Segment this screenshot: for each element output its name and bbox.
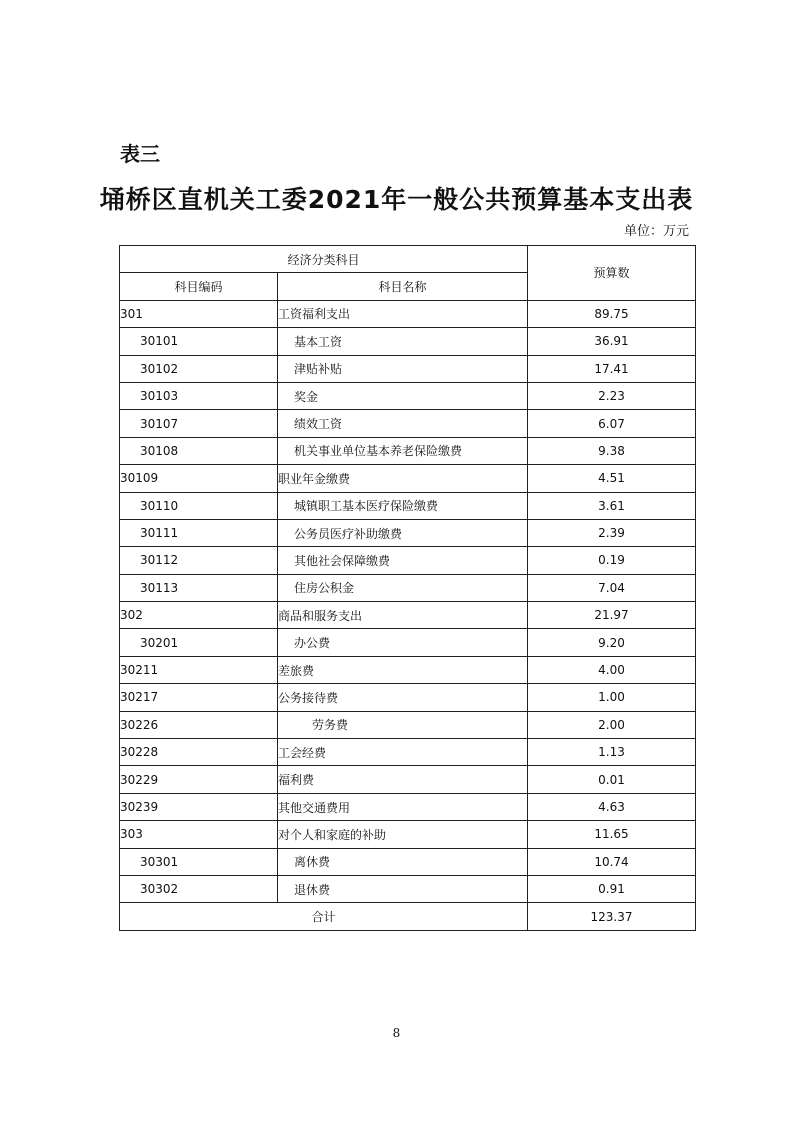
row-code: 30229	[120, 766, 278, 793]
row-code: 30302	[120, 875, 278, 902]
row-name: 离休费	[278, 848, 528, 875]
row-name: 差旅费	[278, 656, 528, 683]
row-name: 基本工资	[278, 328, 528, 355]
table-row	[120, 766, 696, 793]
table-header-row	[120, 246, 696, 273]
table-row	[120, 547, 696, 574]
row-amount: 89.75	[528, 300, 696, 327]
row-code: 30226	[120, 711, 278, 738]
row-amount: 21.97	[528, 602, 696, 629]
row-name: 其他社会保障缴费	[278, 547, 528, 574]
row-code: 30113	[120, 574, 278, 601]
row-name: 公务员医疗补助缴费	[278, 519, 528, 546]
table-number-label: 表三	[120, 142, 160, 166]
row-amount: 6.07	[528, 410, 696, 437]
economic-category-header: 经济分类科目	[120, 246, 528, 273]
table-row	[120, 492, 696, 519]
row-amount: 7.04	[528, 574, 696, 601]
table-row	[120, 328, 696, 355]
row-code: 30101	[120, 328, 278, 355]
row-code: 301	[120, 300, 278, 327]
table-row	[120, 437, 696, 464]
row-amount: 2.00	[528, 711, 696, 738]
row-name: 奖金	[278, 382, 528, 409]
table-row	[120, 410, 696, 437]
row-code: 30107	[120, 410, 278, 437]
row-amount: 4.00	[528, 656, 696, 683]
page-number: 8	[392, 1026, 401, 1040]
row-code: 303	[120, 821, 278, 848]
row-amount: 0.01	[528, 766, 696, 793]
row-code: 30109	[120, 465, 278, 492]
row-amount: 1.00	[528, 684, 696, 711]
total-amount: 123.37	[528, 903, 696, 930]
row-code: 30239	[120, 793, 278, 820]
row-amount: 4.51	[528, 465, 696, 492]
row-name: 退休费	[278, 875, 528, 902]
row-code: 30211	[120, 656, 278, 683]
row-code: 30111	[120, 519, 278, 546]
table-row	[120, 684, 696, 711]
budget-table	[119, 245, 696, 931]
table-row	[120, 382, 696, 409]
row-amount: 4.63	[528, 793, 696, 820]
table-row	[120, 629, 696, 656]
table-row	[120, 711, 696, 738]
row-name: 城镇职工基本医疗保险缴费	[278, 492, 528, 519]
row-amount: 9.38	[528, 437, 696, 464]
row-name: 劳务费	[278, 711, 528, 738]
table-row	[120, 875, 696, 902]
row-code: 30110	[120, 492, 278, 519]
row-code: 30217	[120, 684, 278, 711]
row-name: 职业年金缴费	[278, 465, 528, 492]
row-name: 办公费	[278, 629, 528, 656]
row-name: 工会经费	[278, 739, 528, 766]
row-amount: 10.74	[528, 848, 696, 875]
row-amount: 9.20	[528, 629, 696, 656]
row-name: 福利费	[278, 766, 528, 793]
row-code: 30108	[120, 437, 278, 464]
row-name: 其他交通费用	[278, 793, 528, 820]
total-label: 合计	[120, 903, 528, 930]
row-name: 公务接待费	[278, 684, 528, 711]
row-code: 30201	[120, 629, 278, 656]
budget-amount-header: 预算数	[528, 246, 696, 301]
table-row	[120, 793, 696, 820]
row-amount: 0.19	[528, 547, 696, 574]
row-name: 津贴补贴	[278, 355, 528, 382]
total-row	[120, 903, 696, 930]
table-row	[120, 519, 696, 546]
table-row	[120, 574, 696, 601]
table-row	[120, 821, 696, 848]
row-code: 30102	[120, 355, 278, 382]
row-amount: 17.41	[528, 355, 696, 382]
table-row	[120, 355, 696, 382]
row-name: 机关事业单位基本养老保险缴费	[278, 437, 528, 464]
row-amount: 1.13	[528, 739, 696, 766]
row-amount: 0.91	[528, 875, 696, 902]
row-name: 对个人和家庭的补助	[278, 821, 528, 848]
row-amount: 11.65	[528, 821, 696, 848]
row-name: 绩效工资	[278, 410, 528, 437]
row-code: 30103	[120, 382, 278, 409]
table-row	[120, 848, 696, 875]
row-name: 工资福利支出	[278, 300, 528, 327]
row-code: 30228	[120, 739, 278, 766]
name-column-header: 科目名称	[278, 273, 528, 300]
row-code: 30112	[120, 547, 278, 574]
row-code: 302	[120, 602, 278, 629]
table-row	[120, 300, 696, 327]
row-amount: 2.39	[528, 519, 696, 546]
row-amount: 3.61	[528, 492, 696, 519]
table-row	[120, 465, 696, 492]
table-body	[120, 300, 696, 930]
table-row	[120, 656, 696, 683]
row-amount: 2.23	[528, 382, 696, 409]
document-title: 埇桥区直机关工委2021年一般公共预算基本支出表	[99, 185, 694, 214]
row-code: 30301	[120, 848, 278, 875]
unit-label: 单位：万元	[623, 224, 689, 239]
code-column-header: 科目编码	[120, 273, 278, 300]
table-row	[120, 739, 696, 766]
row-name: 住房公积金	[278, 574, 528, 601]
table-row	[120, 602, 696, 629]
row-amount: 36.91	[528, 328, 696, 355]
row-name: 商品和服务支出	[278, 602, 528, 629]
